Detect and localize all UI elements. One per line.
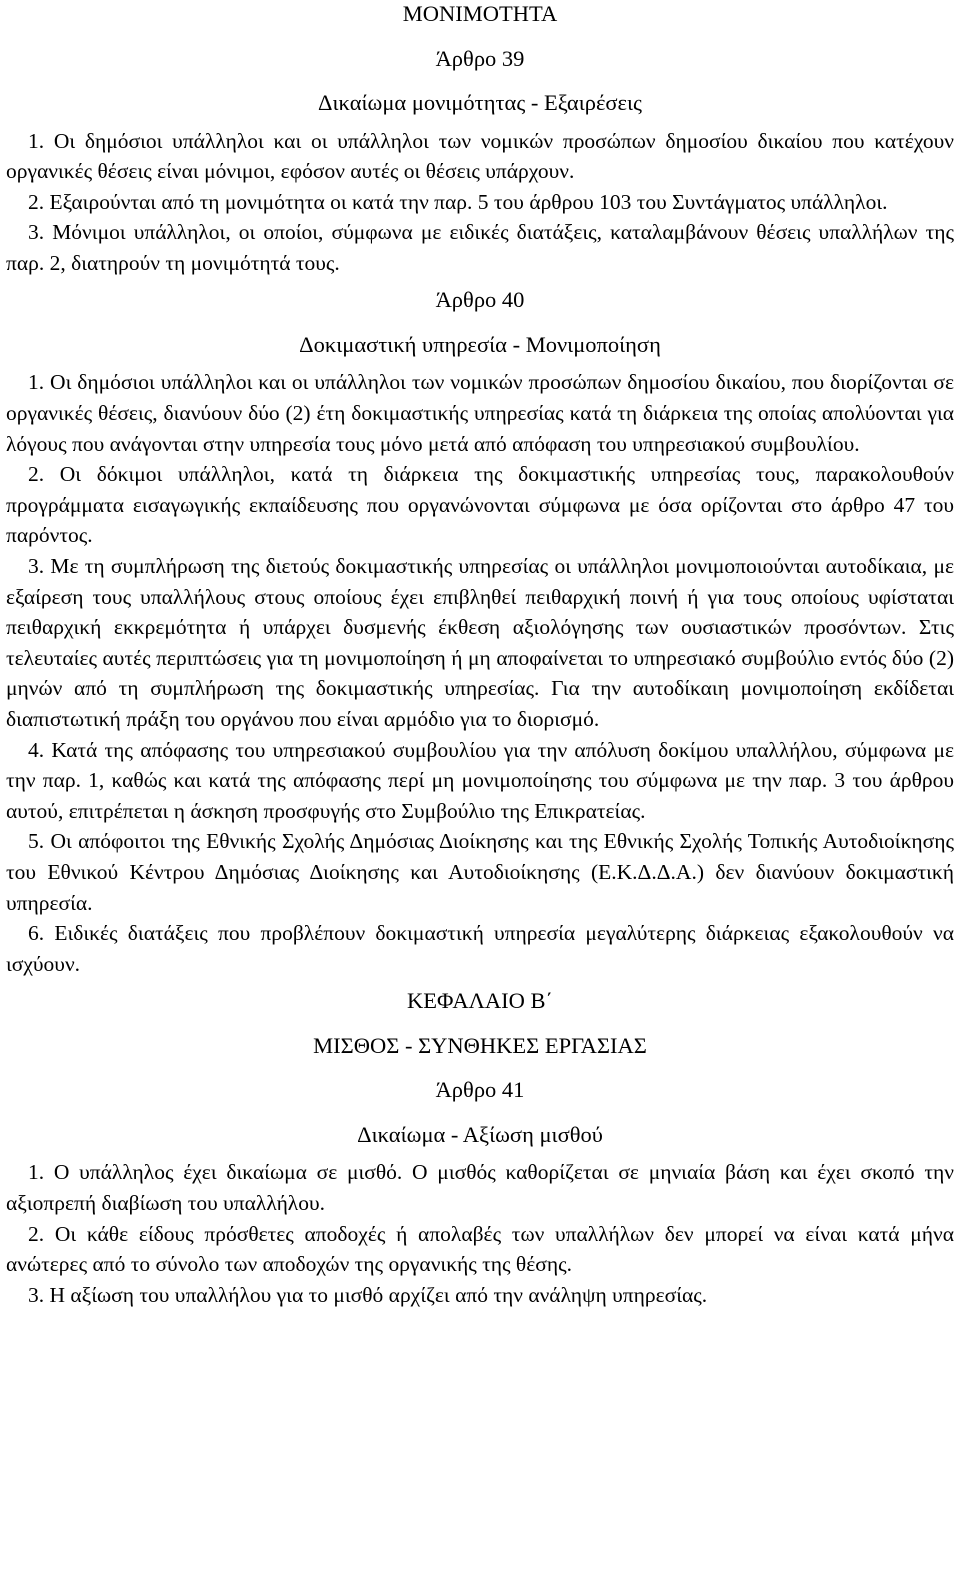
article-41-title: Δικαίωμα - Αξίωση μισθού [357, 1121, 603, 1147]
article-40-paragraph-4: 4. Κατά της απόφασης του υπηρεσιακού συμβουλίου για την απόλυση δοκίμου υπαλλήλου, σύμφωνα με την παρ. 1, καθώς και κατά της απόφασης περί μη μονιμοποίησης του σύμφωνα με την παρ. 3 του άρθρου αυτού, επιτρέπεται η άσκηση προσφυγής στο Συμβούλιο της Επικρατείας. [6, 737, 954, 823]
section-title: ΜΟΝΙΜΟΤΗΤΑ [402, 1, 558, 26]
article-39-paragraph-3: 3. Μόνιμοι υπάλληλοι, οι οποίοι, σύμφωνα με ειδικές διατάξεις, καταλαμβάνουν θέσεις υπαλλήλων της παρ. 2, διατηρούν τη μονιμότητά τους. [6, 220, 954, 275]
article-41-paragraph-1: 1. Ο υπάλληλος έχει δικαίωμα σε μισθό. Ο μισθός καθορίζεται σε μηνιαία βάση και έχει σκοπό την αξιοπρεπή διαβίωση του υπαλλήλου. [6, 1160, 954, 1215]
article-40-paragraph-2: 2. Οι δόκιμοι υπάλληλοι, κατά τη διάρκεια της δοκιμαστικής υπηρεσίας τους, παρακολουθούν προγράμματα εισαγωγικής εκπαίδευσης που οργανώνονται σύμφωνα με όσα ορίζονται στο άρθρο 47 του παρόντος. [6, 462, 954, 548]
article-39-paragraph-1: 1. Οι δημόσιοι υπάλληλοι και οι υπάλληλοι των νομικών προσώπων δημοσίου δικαίου που κατέχουν οργανικές θέσεις είναι μόνιμοι, εφόσον αυτές οι θέσεις υπάρχουν. [6, 128, 954, 184]
article-40-paragraph-6: 6. Ειδικές διατάξεις που προβλέπουν δοκιμαστική υπηρεσία μεγαλύτερης διάρκειας εξακολουθούν να ισχύουν. [6, 921, 954, 976]
article-40-paragraph-3: 3. Με τη συμπλήρωση της διετούς δοκιμαστικής υπηρεσίας οι υπάλληλοι μονιμοποιούνται αυτοδίκαια, με εξαίρεση τους υπαλλήλους στους οποίους έχει επιβληθεί πειθαρχική ποινή ή για τους οποίους υφίσταται πειθαρχική εκκρεμότητα ή υπάρχει δυσμενής έκθεση αξιολόγησης των ουσιαστικών προσόντων. Στις τελευταίες αυτές περιπτώσεις για τη μονιμοποίηση ή μη αποφαίνεται το υπηρεσιακό συμβούλιο εντός δύο (2) μηνών από τη συμπλήρωση της δοκιμαστικής υπηρεσίας. Για την αυτοδίκαιη μονιμοποίηση εκδίδεται διαπιστωτική πράξη του οργάνου που είναι αρμόδιο για το διορισμό. [6, 554, 954, 731]
article-39-number: Άρθρο 39 [435, 45, 525, 71]
article-39-paragraph-2: 2. Εξαιρούνται από τη μονιμότητα οι κατά την παρ. 5 του άρθρου 103 του Συντάγματος υπάλληλοι. [28, 189, 888, 214]
chapter-b-title: ΜΙΣΘΟΣ - ΣΥΝΘΗΚΕΣ ΕΡΓΑΣΙΑΣ [313, 1032, 647, 1058]
article-41-paragraph-2: 2. Οι κάθε είδους πρόσθετες αποδοχές ή απολαβές των υπαλλήλων δεν μπορεί να είναι κατά μήνα ανώτερες από το σύνολο των αποδοχών της οργανικής της θέσης. [6, 1221, 954, 1277]
article-40-paragraph-1: 1. Οι δημόσιοι υπάλληλοι και οι υπάλληλοι των νομικών προσώπων δημοσίου δικαίου, που διορίζονται σε οργανικές θέσεις, διανύουν δύο (2) έτη δοκιμαστικής υπηρεσίας κατά τη διάρκεια της οποίας απολύονται για λόγους που ανάγονται στην υπηρεσία τους μόνο μετά από απόφαση του υπηρεσιακού συμβουλίου. [6, 370, 954, 456]
article-40-number: Άρθρο 40 [435, 287, 525, 313]
article-41-paragraph-3: 3. Η αξίωση του υπαλλήλου για το μισθό αρχίζει από την ανάληψη υπηρεσίας. [28, 1282, 708, 1307]
article-39-title: Δικαίωμα μονιμότητας - Εξαιρέσεις [318, 90, 642, 115]
chapter-b-label: ΚΕΦΑΛΑΙΟ Β΄ [406, 988, 554, 1014]
article-41-number: Άρθρο 41 [435, 1077, 525, 1103]
article-40-title: Δοκιμαστική υπηρεσία - Μονιμοποίηση [299, 331, 661, 357]
article-40-paragraph-5: 5. Οι απόφοιτοι της Εθνικής Σχολής Δημόσιας Διοίκησης και της Εθνικής Σχολής Τοπικής Αυτοδιοίκησης του Εθνικού Κέντρου Δημόσιας Διοίκησης και Αυτοδιοίκησης (Ε.Κ.Δ.Δ.Α.) δεν διανύουν δοκιμαστική υπηρεσία. [6, 829, 954, 915]
